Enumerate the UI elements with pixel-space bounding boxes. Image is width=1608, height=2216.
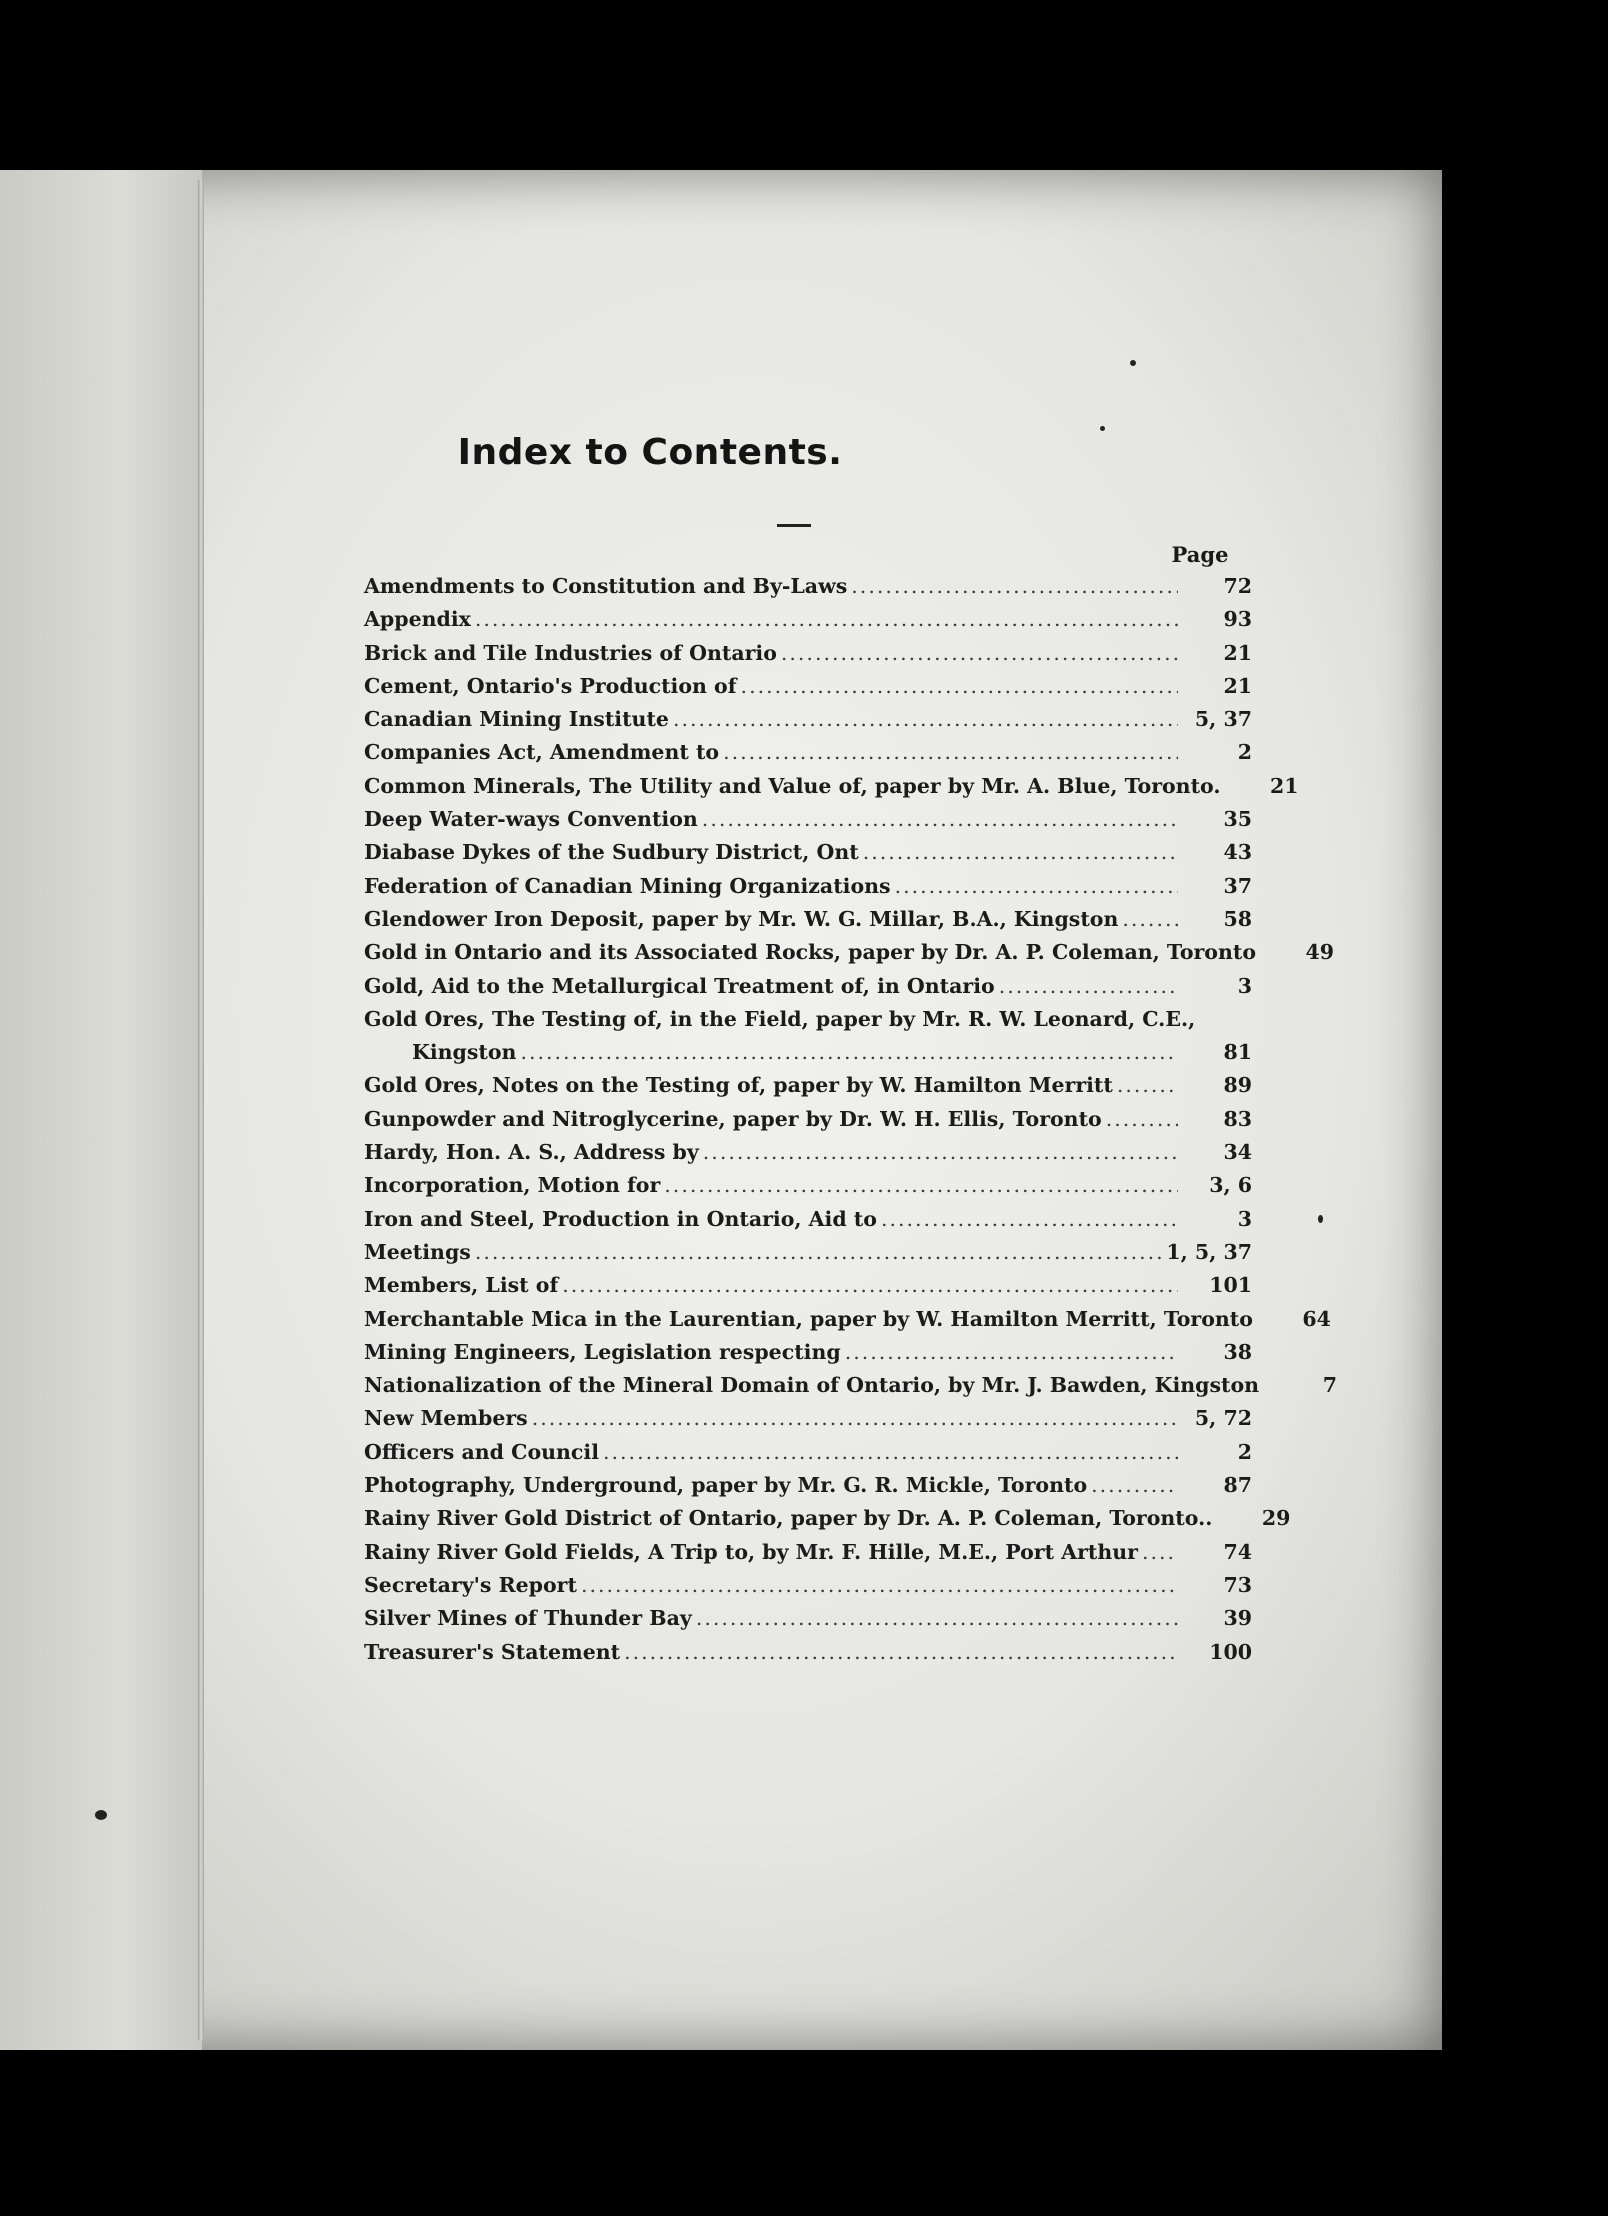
entry-page-number: 2 [1237, 1439, 1252, 1464]
contents-entry [364, 1107, 1252, 1140]
entry-title: Incorporation, Motion for [364, 1173, 661, 1198]
ink-speck [95, 1810, 107, 1820]
entry-title: Canadian Mining Institute [364, 707, 669, 732]
dot-leader [520, 1040, 1178, 1064]
contents-entry [364, 1140, 1252, 1173]
entry-page-number: 37 [1223, 873, 1252, 898]
entry-title: Meetings [364, 1239, 471, 1264]
ink-speck [1318, 1215, 1323, 1223]
contents-entry [364, 907, 1252, 940]
dot-leader [581, 1573, 1178, 1597]
entry-page-number: 58 [1223, 906, 1252, 931]
dot-leader [1091, 1473, 1178, 1497]
dot-leader [881, 1207, 1178, 1231]
entry-page-number: 3 [1237, 1206, 1252, 1231]
entry-title: Photography, Underground, paper by Mr. G. R. Mickle, Toronto [364, 1473, 1088, 1498]
entry-title: Officers and Council [364, 1439, 599, 1464]
entry-title: Brick and Tile Industries of Ontario [364, 640, 777, 665]
contents-entry [364, 574, 1252, 607]
entry-page-number: 2 [1237, 740, 1252, 765]
contents-entry [364, 1007, 1252, 1040]
entry-page-number: 5, 37 [1194, 707, 1252, 732]
entry-title: Hardy, Hon. A. S., Address by [364, 1140, 699, 1165]
contents-entry [364, 1606, 1252, 1639]
contents-entry [364, 1073, 1252, 1106]
entry-page-number: 5, 72 [1194, 1406, 1252, 1431]
dot-leader [781, 641, 1178, 665]
entry-page-number: 81 [1223, 1040, 1252, 1065]
entry-page-number: 49 [1305, 940, 1335, 965]
dot-leader [532, 1406, 1178, 1430]
dot-leader [863, 840, 1178, 864]
ink-speck [1130, 360, 1136, 366]
contents-entry [364, 940, 1335, 973]
contents-entry [364, 707, 1252, 740]
contents-entry [364, 840, 1252, 873]
entry-title: Gold Ores, The Testing of, in the Field, paper by Mr. R. W. Leonard, C.E., [364, 1006, 1196, 1031]
dot-leader [603, 1440, 1178, 1464]
entry-title: Gunpowder and Nitroglycerine, paper by Dr. W. H. Ellis, Toronto [364, 1106, 1102, 1131]
dot-leader [741, 674, 1178, 698]
page-title: Index to Contents. [457, 432, 843, 473]
entry-page-number: 21 [1269, 773, 1299, 798]
contents-entry [364, 1240, 1252, 1273]
entry-title: Appendix [364, 607, 471, 632]
entry-page-number: 39 [1223, 1606, 1252, 1631]
entry-title: Amendments to Constitution and By-Laws [364, 574, 848, 598]
contents-entry [364, 607, 1252, 640]
entry-title: Nationalization of the Mineral Domain of Ontario, by Mr. J. Bawden, Kingston [364, 1373, 1260, 1398]
dot-leader [895, 874, 1178, 898]
entry-title: Merchantable Mica in the Laurentian, paper by W. Hamilton Merritt, Toronto [364, 1306, 1253, 1331]
dot-leader [703, 1140, 1178, 1164]
dot-leader [673, 707, 1178, 731]
entry-page-number: 34 [1223, 1140, 1252, 1165]
dot-leader [664, 1173, 1178, 1197]
entry-title: Members, List of [364, 1273, 559, 1298]
entry-title: Gold, Aid to the Metallurgical Treatment of, in Ontario [364, 973, 995, 998]
title-rule [777, 524, 811, 527]
dot-leader [696, 1606, 1178, 1630]
contents-entry [364, 974, 1252, 1007]
dot-leader [1117, 1073, 1178, 1097]
entry-page-number: 101 [1209, 1273, 1252, 1298]
entry-page-number: 100 [1209, 1639, 1252, 1664]
entry-title: Rainy River Gold Fields, A Trip to, by Mr. F. Hille, M.E., Port Arthur [364, 1539, 1138, 1564]
entry-title: Diabase Dykes of the Sudbury District, Ont [364, 840, 859, 865]
entry-page-number: 64 [1302, 1306, 1331, 1331]
entry-title: Kingston [412, 1040, 517, 1065]
entry-page-number: 1, 5, 37 [1166, 1239, 1252, 1264]
contents-entry [364, 1306, 1331, 1340]
left-margin-panel [0, 170, 202, 2050]
entry-title: Secretary's Report [364, 1572, 577, 1597]
contents-entry [364, 1406, 1252, 1439]
entry-title: Companies Act, Amendment to [364, 740, 720, 765]
page-fold [198, 180, 204, 2040]
entry-title: Treasurer's Statement [364, 1639, 621, 1664]
entry-title: Rainy River Gold District of Ontario, paper by Dr. A. P. Coleman, Toronto.. [364, 1506, 1213, 1531]
entry-page-number: 29 [1261, 1506, 1291, 1531]
entry-title: Federation of Canadian Mining Organizations [364, 873, 891, 898]
entry-page-number: 3, 6 [1209, 1173, 1252, 1198]
ink-speck [1100, 426, 1105, 431]
entry-title: Cement, Ontario's Production of [364, 673, 737, 698]
dot-leader [624, 1640, 1178, 1664]
dot-leader [845, 1340, 1178, 1364]
dot-leader [723, 740, 1178, 764]
contents-entry [364, 1207, 1252, 1240]
dot-leader [1142, 1540, 1178, 1564]
entry-page-number: 72 [1223, 574, 1252, 598]
entry-page-number: 43 [1223, 840, 1252, 865]
entry-page-number: 38 [1223, 1339, 1252, 1364]
contents-entry [364, 740, 1252, 773]
entry-page-number: 7 [1322, 1373, 1338, 1398]
entry-page-number: 3 [1237, 973, 1252, 998]
contents-entry [364, 674, 1252, 707]
entry-title: Deep Water-ways Convention [364, 807, 698, 832]
dot-leader [1106, 1107, 1178, 1131]
entry-page-number: 87 [1223, 1473, 1252, 1498]
entry-title: Mining Engineers, Legislation respecting [364, 1339, 841, 1364]
contents-entry [364, 1440, 1252, 1473]
contents-entry [364, 874, 1252, 907]
contents-entry [364, 1373, 1338, 1406]
contents-entry [364, 641, 1252, 674]
entry-title: Gold in Ontario and its Associated Rocks, paper by Dr. A. P. Coleman, Toronto [364, 940, 1257, 965]
entry-page-number: 93 [1223, 607, 1252, 632]
contents-entry [364, 1540, 1252, 1573]
contents-entry [364, 1640, 1252, 1673]
entry-title: New Members [364, 1406, 528, 1431]
contents-entry [364, 1506, 1291, 1539]
entry-title: Common Minerals, The Utility and Value of, paper by Mr. A. Blue, Toronto. [364, 773, 1221, 798]
entry-title: Iron and Steel, Production in Ontario, Aid to [364, 1206, 877, 1231]
page-column-header: Page [1171, 542, 1229, 567]
contents-entry [364, 773, 1299, 807]
entry-page-number: 21 [1223, 640, 1252, 665]
contents-list [364, 574, 1338, 1673]
contents-entry [364, 1340, 1252, 1373]
contents-entry [364, 1273, 1252, 1306]
dot-leader [999, 974, 1178, 998]
dot-leader [851, 574, 1178, 598]
dot-leader [1122, 907, 1178, 931]
document-page [0, 170, 1442, 2050]
entry-page-number: 21 [1223, 673, 1252, 698]
entry-title: Gold Ores, Notes on the Testing of, paper by W. Hamilton Merritt [364, 1073, 1113, 1098]
entry-title: Glendower Iron Deposit, paper by Mr. W. G. Millar, B.A., Kingston [364, 906, 1119, 931]
entry-page-number: 35 [1223, 807, 1252, 832]
entry-page-number: 73 [1223, 1572, 1252, 1597]
dot-leader [475, 1240, 1163, 1264]
entry-page-number: 89 [1223, 1073, 1252, 1098]
entry-page-number: 83 [1223, 1106, 1252, 1131]
entry-title: Silver Mines of Thunder Bay [364, 1606, 692, 1631]
dot-leader [475, 607, 1178, 631]
dot-leader [562, 1273, 1178, 1297]
contents-entry [364, 1573, 1252, 1606]
contents-entry [364, 807, 1252, 840]
entry-page-number: 74 [1223, 1539, 1252, 1564]
dot-leader [702, 807, 1178, 831]
contents-entry [364, 1040, 1252, 1073]
contents-entry [364, 1473, 1252, 1506]
contents-entry [364, 1173, 1252, 1206]
